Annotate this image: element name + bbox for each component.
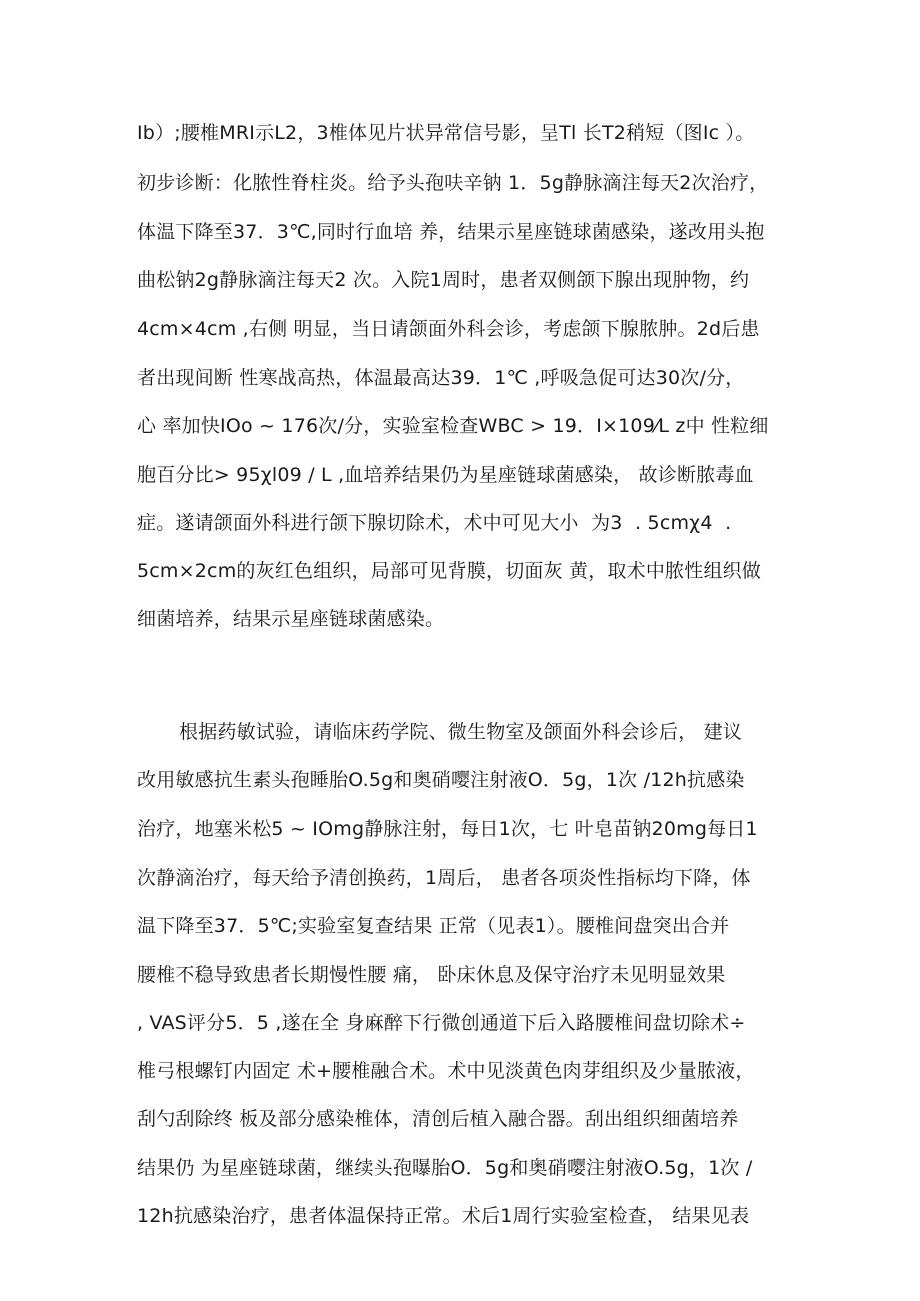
text-line: 根据药敏试验，请临床药学院、微生物室及颌面外科会诊后， 建议: [179, 721, 743, 743]
text-line: 体温下降至37．3℃,同时行血培 养，结果示星座链球菌感染，遂改用头抱: [137, 221, 765, 243]
text-line: 刮勺刮除终 板及部分感染椎体，清创后植入融合器。刮出组织细菌培养: [137, 1108, 739, 1130]
text-line: 胞百分比> 95χl09 / L ,血培养结果仍为星座链球菌感染， 故诊断脓毒血: [137, 464, 754, 486]
text-line: Ib）;腰椎MRI示L2，3椎体见片状异常信号影，呈Tl 长T2稍短（图Ic ）。: [137, 122, 755, 144]
text-line: 者出现间断 性寒战高热，体温最高达39．1℃ ,呼吸急促可达30次/分，: [137, 367, 745, 389]
text-line: 椎弓根螺钉内固定 术+腰椎融合术。术中见淡黄色肉芽组织及少量脓液，: [137, 1060, 755, 1082]
text-line: 初步诊断：化脓性脊柱炎。给予头孢呋辛钠 1．5g静脉滴注每天2次治疗，: [137, 172, 769, 194]
text-line: 细菌培养，结果示星座链球菌感染。: [137, 608, 445, 630]
text-line: 治疗，地塞米松5 ~ IOmg静脉注射，每日1次，七 叶皂苗钠20mg每日1: [137, 818, 758, 840]
text-line: 症。遂请颌面外科进行颌下腺切除术，术中可见大小 为3 . 5cmχ4 .: [137, 512, 732, 534]
text-line: 改用敏感抗生素头孢睡胎O.5g和奥硝嘤注射液O．5g，1次 /12h抗感染: [137, 769, 745, 791]
text-line: , VAS评分5．5 ,遂在全 身麻醉下行微创通道下后入路腰椎间盘切除术÷: [137, 1012, 746, 1034]
text-line: 次静滴治疗，每天给予清创换药，1周后， 患者各项炎性指标均下降，体: [137, 867, 751, 889]
text-line: 结果仍 为星座链球菌，继续头孢曝胎O．5g和奥硝嘤注射液O.5g，1次 /: [137, 1157, 753, 1179]
text-line: 12h抗感染治疗，患者体温保持正常。术后1周行实验室检查， 结果见表: [137, 1205, 750, 1227]
text-line: 曲松钠2g静脉滴注每天2 次。入院1周时，患者双侧颌下腺出现肿物，约: [137, 269, 750, 291]
text-line: 心 率加快IOo ~ 176次/分，实验室检查WBC > 19．I×109⁄L z中 性粒细: [137, 415, 769, 437]
text-line: 温下降至37．5℃;实验室复查结果 正常（见表1）。腰椎间盘突出合并: [137, 915, 730, 937]
text-line: 腰椎不稳导致患者长期慢性腰 痛， 卧床休息及保守治疗未见明显效果: [137, 964, 726, 986]
text-line: 4cm×4cm ,右侧 明显，当日请颌面外科会诊，考虑颌下腺脓肿。2d后患: [137, 318, 760, 340]
text-line: 5cm×2cm的灰红色组织，局部可见背膜，切面灰 黄，取术中脓性组织做: [137, 560, 762, 582]
